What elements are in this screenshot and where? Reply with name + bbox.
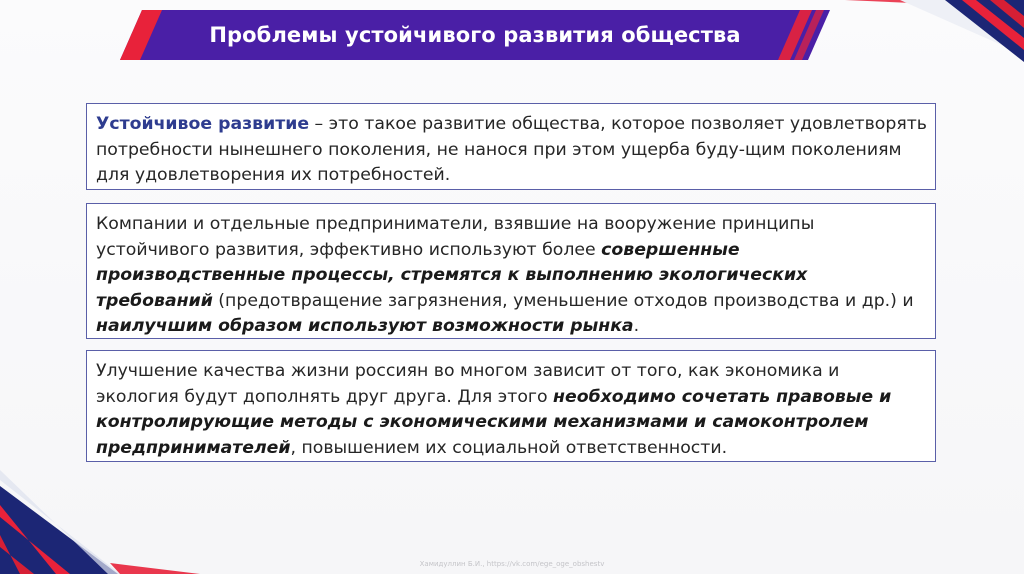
definition-term: Устойчивое развитие: [96, 114, 310, 134]
quality-of-life-box: [86, 350, 936, 462]
quality-text-2: , повышением их социальной ответственности.: [290, 437, 728, 458]
companies-text-1: Компании и отдельные предприниматели, взявшие на вооружение принципы устойчивого развития, эффективно используют более: [96, 214, 815, 260]
companies-emphasis-1: совершенные производственные процессы, стремятся к выполнению экологических требований: [96, 239, 808, 311]
companies-box: [86, 203, 936, 339]
quality-text-1: Улучшение качества жизни россиян во многом зависит от того, как экономика и экология будут дополнять друг друга. Для этого: [96, 361, 840, 407]
definition-text: – это такое развитие общества, которое позволяет удовлетворять потребности нынешнего поколения, не нанося при этом ущерба буду-щим поколениям для удовлетворения их потребностей.: [96, 114, 927, 186]
companies-text-3: .: [633, 316, 640, 337]
definition-box: [86, 103, 936, 190]
companies-text-2: (предотвращение загрязнения, уменьшение отходов производства и др.) и: [212, 290, 914, 311]
slide-title: Проблемы устойчивого развития общества: [209, 23, 741, 47]
companies-emphasis-2: наилучшим образом используют возможности рынка: [96, 316, 634, 337]
footer-credit: Хамидуллин Б.И., https://vk.com/ege_oge_obshestv: [419, 560, 605, 568]
quality-emphasis: необходимо сочетать правовые и контролирующие методы с экономическими механизмами и самоконтролем предпринимателей: [96, 386, 892, 458]
